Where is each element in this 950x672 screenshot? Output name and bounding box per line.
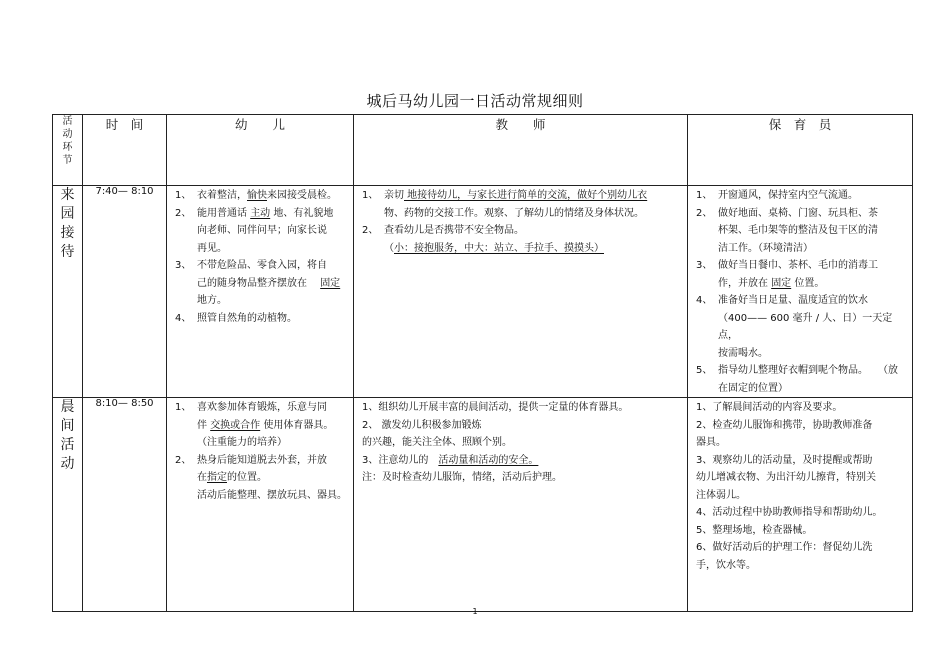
item-number	[175, 275, 197, 293]
line-text: 5、整理场地，检查器械。	[696, 524, 813, 536]
text-line	[175, 292, 347, 310]
text-line	[696, 345, 906, 363]
text-line	[175, 240, 347, 258]
text-line	[696, 557, 906, 575]
text-line	[696, 310, 906, 345]
underlined-text: 主动	[250, 207, 271, 219]
item-number	[175, 469, 197, 487]
underlined-text: 地接待幼儿，与家长进行简单的交流，做好个别幼儿衣	[404, 190, 648, 201]
line-text: 按需喝水。	[718, 347, 768, 359]
line-text: 1、了解晨间活动的内容及要求。	[696, 402, 843, 413]
header-teacher: 教 师	[354, 115, 688, 186]
line-text: 在	[197, 472, 207, 483]
line-text: 洁工作。（环境清洁）	[718, 242, 813, 254]
nurse-cell	[688, 398, 913, 612]
table-row	[53, 186, 913, 398]
text-line	[696, 380, 906, 398]
line-text: 3、注意幼儿的	[362, 454, 439, 466]
text-line	[175, 222, 347, 240]
item-number: 3、	[175, 260, 192, 271]
underlined-text: 小：接抱服务，中大：站立、手拉手、摸摸头）	[394, 242, 604, 254]
item-number	[175, 417, 197, 435]
line-text: 开窗通风，保持室内空气流通。	[718, 190, 858, 201]
text-line	[696, 257, 906, 275]
underlined-text: 活动量和活动的安全。	[438, 454, 539, 466]
line-text: 6、做好活动后的护理工作：督促幼儿洗	[696, 542, 873, 553]
line-text: 的位置。	[227, 472, 267, 483]
text-line	[362, 240, 681, 258]
text-line	[175, 487, 347, 505]
text-line	[696, 187, 906, 205]
document-title: 城后马幼儿园一日活动常规细则	[366, 92, 584, 110]
text-line	[175, 275, 347, 293]
header-nurse: 保 育 员	[688, 115, 913, 186]
underlined-text: 固定	[320, 277, 341, 289]
time-cell: 8:10— 8:50	[83, 398, 167, 612]
item-number	[175, 222, 197, 240]
text-line	[696, 222, 906, 240]
text-line	[696, 504, 906, 522]
text-line	[696, 434, 906, 452]
item-number: 4、	[696, 295, 713, 306]
line-text: 亲切	[384, 190, 404, 201]
line-text: 物、药物的交接工作。观察、了解幼儿的情绪及身体状况。	[384, 207, 644, 219]
text-line	[696, 399, 906, 417]
header-child: 幼 儿	[167, 115, 354, 186]
line-text: 在固定的位置）	[718, 382, 788, 394]
line-text: 照管自然角的动植物。	[197, 312, 297, 324]
line-text: 使用体育器具。	[260, 419, 334, 431]
text-line	[696, 522, 906, 540]
line-text: 衣着整洁，	[197, 190, 247, 201]
child-cell	[167, 186, 354, 398]
text-line	[696, 205, 906, 223]
item-number	[696, 345, 718, 363]
line-text: 器具。	[696, 437, 726, 448]
line-text: 向老师、同伴问早；向家长说	[197, 225, 327, 236]
line-text: 查看幼儿是否携带不安全物品。	[384, 225, 524, 236]
segment-cell: 晨 间 活 动	[53, 398, 83, 612]
line-text: 喜欢参加体育锻炼，乐意与同	[197, 402, 327, 413]
line-text: （	[384, 242, 394, 254]
item-number: 1、	[696, 190, 713, 201]
text-line	[175, 205, 347, 223]
text-line	[362, 452, 681, 470]
underlined-text: 交换或合作	[210, 419, 261, 431]
line-text: 己的随身物品整齐摆放在	[197, 277, 321, 289]
text-line	[175, 434, 347, 452]
line-text: 能用普通话	[197, 207, 251, 219]
item-number: 1、	[175, 402, 192, 413]
nurse-cell	[688, 186, 913, 398]
line-text: 2、检查幼儿服饰和携带，协助教师准备	[696, 419, 873, 431]
header-segment: 活 动 环 节	[53, 115, 83, 186]
line-text: 2、 激发幼儿积极参加锻炼	[362, 419, 482, 431]
text-line	[696, 417, 906, 435]
line-text: 不带危险品、零食入园，将自	[197, 260, 327, 271]
underlined-text: 指定	[207, 472, 227, 483]
item-number: 1、	[175, 190, 192, 201]
underlined-text: 固定	[771, 277, 792, 289]
item-number	[175, 240, 197, 258]
text-line	[175, 257, 347, 275]
text-line	[175, 310, 347, 328]
text-line	[175, 469, 347, 487]
text-line	[362, 469, 681, 487]
item-number	[696, 310, 718, 345]
text-line	[696, 452, 906, 470]
table-row	[53, 398, 913, 612]
item-number	[696, 380, 718, 398]
teacher-cell	[354, 186, 688, 398]
line-text: 做好地面、桌椅、门窗、玩具柜、茶	[718, 207, 878, 219]
item-number	[696, 275, 718, 293]
segment-cell: 来 园 接 待	[53, 186, 83, 398]
line-text: 3、观察幼儿的活动量，及时提醒或帮助	[696, 454, 873, 466]
text-line	[362, 222, 681, 240]
text-line	[362, 205, 681, 223]
text-line	[696, 469, 906, 487]
line-text: 地、有礼貌地	[270, 207, 334, 219]
item-number: 1、	[362, 190, 379, 201]
text-line	[696, 539, 906, 557]
page-number: 1	[472, 607, 478, 616]
line-text: 来园接受晨检。	[267, 190, 337, 201]
item-number	[362, 205, 384, 223]
line-text: 再见。	[197, 242, 227, 254]
text-line	[362, 399, 681, 417]
line-text: 位置。	[791, 277, 825, 289]
line-text: （注重能力的培养）	[197, 437, 287, 448]
text-line	[175, 417, 347, 435]
text-line	[362, 187, 681, 205]
time-cell: 7:40— 8:10	[83, 186, 167, 398]
line-text: 注：及时检查幼儿服饰，情绪，活动后护理。	[362, 472, 562, 483]
line-text: 杯架、毛巾架等的整洁及包干区的清	[718, 225, 878, 236]
underlined-text: 愉快	[247, 190, 267, 201]
item-number: 2、	[362, 225, 379, 236]
item-number	[175, 292, 197, 310]
text-line	[696, 275, 906, 293]
line-text: 幼儿增减衣物、为出汗幼儿擦背，特别关	[696, 472, 876, 483]
activity-table	[52, 114, 913, 612]
text-line	[362, 434, 681, 452]
text-line	[175, 399, 347, 417]
text-line	[696, 362, 906, 380]
child-cell	[167, 398, 354, 612]
line-text: 4、活动过程中协助教师指导和帮助幼儿。	[696, 507, 883, 518]
item-number: 2、	[175, 454, 192, 466]
item-number	[696, 222, 718, 240]
item-number: 2、	[696, 207, 713, 219]
line-text: 作，并放在	[718, 277, 772, 289]
line-text: 做好当日餐巾、茶杯、毛巾的消毒工	[718, 260, 878, 271]
line-text: 指导幼儿整理好衣帽到呢个物品。 （放	[718, 365, 898, 376]
text-line	[696, 240, 906, 258]
text-line	[696, 487, 906, 505]
text-line	[175, 452, 347, 470]
line-text: 1、组织幼儿开展丰富的晨间活动，提供一定量的体育器具。	[362, 402, 629, 413]
item-number: 2、	[175, 207, 192, 219]
text-line	[696, 292, 906, 310]
text-line	[362, 417, 681, 435]
item-number: 4、	[175, 312, 192, 324]
line-text: 地方。	[197, 295, 227, 306]
line-text: （400—— 600 毫升 / 人、日）一天定点，	[718, 312, 893, 341]
header-time: 时 间	[83, 115, 167, 186]
item-number	[362, 240, 384, 258]
line-text: 的兴趣，能关注全体、照顾个别。	[362, 437, 512, 448]
text-line	[175, 187, 347, 205]
line-text: 注体弱儿。	[696, 489, 746, 501]
line-text: 活动后能整理、摆放玩具、器具。	[197, 489, 347, 501]
line-text: 准备好当日足量、温度适宜的饮水	[718, 295, 868, 306]
line-text: 伴	[197, 419, 211, 431]
item-number: 5、	[696, 365, 713, 376]
item-number	[175, 434, 197, 452]
item-number	[696, 240, 718, 258]
line-text: 热身后能知道脱去外套，并放	[197, 454, 327, 466]
header-row	[53, 115, 913, 186]
teacher-cell	[354, 398, 688, 612]
item-number	[175, 487, 197, 505]
item-number: 3、	[696, 260, 713, 271]
line-text: 手，饮水等。	[696, 559, 756, 571]
